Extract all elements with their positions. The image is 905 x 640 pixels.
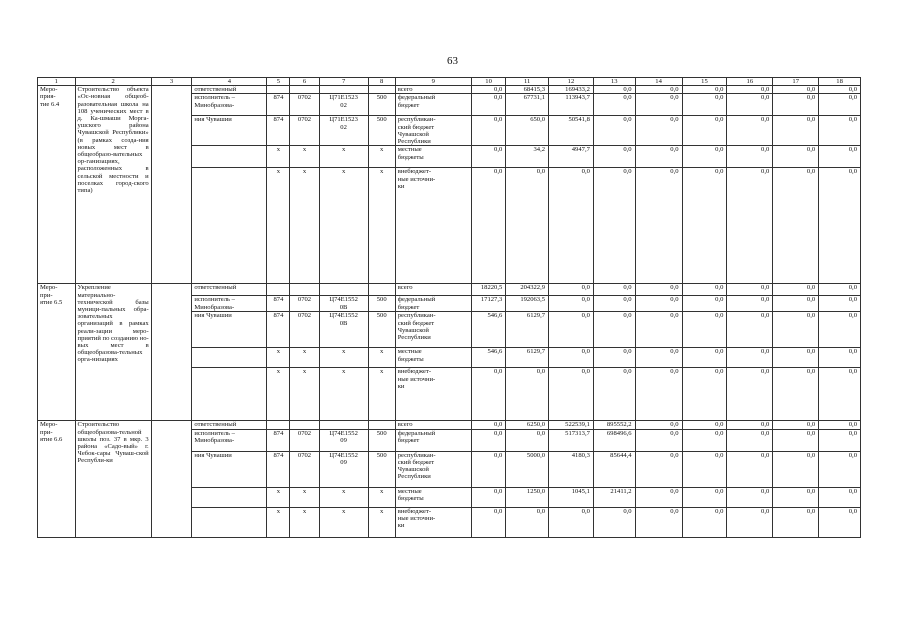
funding-value: 0,0 — [471, 86, 505, 94]
responsible-executor: исполнитель – Минобразова- — [192, 429, 267, 451]
grbs-code: 874 — [267, 116, 290, 146]
funding-value: 0,0 — [819, 368, 861, 421]
grbs-code: 874 — [267, 429, 290, 451]
funding-value: 0,0 — [506, 507, 549, 537]
grbs-code — [267, 86, 290, 94]
funding-value: 0,0 — [471, 429, 505, 451]
funding-value: 0,0 — [727, 312, 773, 348]
grbs-code: 874 — [267, 94, 290, 116]
funding-value: 0,0 — [593, 94, 635, 116]
funding-source: федеральный бюджет — [395, 94, 471, 116]
funding-value: 0,0 — [773, 348, 819, 368]
funding-value: 522539,1 — [549, 421, 594, 429]
grbs-code: х — [267, 507, 290, 537]
expense-type-code — [368, 421, 395, 429]
grbs-code: 874 — [267, 312, 290, 348]
funding-value: 0,0 — [819, 429, 861, 451]
measure-id: Меро- прия- тие 6.4 — [38, 86, 76, 284]
target-item-code: х — [319, 368, 368, 421]
funding-value: 0,0 — [635, 168, 682, 284]
expense-type-code: х — [368, 368, 395, 421]
target-item-code: Ц71Е1523 02 — [319, 94, 368, 116]
target-item-code: х — [319, 146, 368, 168]
responsible-executor: ния Чувашии — [192, 312, 267, 348]
column-number-14: 14 — [635, 78, 682, 86]
funding-value: 0,0 — [682, 86, 727, 94]
funding-value: 0,0 — [549, 284, 594, 296]
responsible-executor — [192, 146, 267, 168]
funding-value: 0,0 — [635, 507, 682, 537]
target-item-code: Ц74Е1552 09 — [319, 451, 368, 487]
expense-type-code — [368, 284, 395, 296]
funding-value: 0,0 — [727, 348, 773, 368]
funding-value: 0,0 — [773, 284, 819, 296]
funding-value: 34,2 — [506, 146, 549, 168]
funding-value: 0,0 — [593, 368, 635, 421]
funding-value: 0,0 — [773, 368, 819, 421]
column-number-7: 7 — [319, 78, 368, 86]
measure-title: Строительство объекта «Ос-новная общеоб-разовательная школа на 108 ученических мест в д. Ка-шмаши Морга-ушского района Чувашской Республики» (в рамках созда-ния новых мест в общеобразо-вательных ор-ганизациях, расположенных в сельской местности и поселках город-ского типа) — [75, 86, 151, 284]
funding-source: республикан- ский бюджет Чувашской Республики — [395, 312, 471, 348]
section-code: 0702 — [290, 312, 319, 348]
funding-value: 4947,7 — [549, 146, 594, 168]
funding-source: республикан- ский бюджет Чувашской Республики — [395, 116, 471, 146]
funding-value: 50541,8 — [549, 116, 594, 146]
funding-value: 0,0 — [727, 487, 773, 507]
funding-value: 6250,0 — [506, 421, 549, 429]
expense-type-code: 500 — [368, 429, 395, 451]
column-3-empty — [151, 284, 192, 421]
funding-value: 0,0 — [773, 94, 819, 116]
column-number-15: 15 — [682, 78, 727, 86]
funding-value: 0,0 — [682, 116, 727, 146]
funding-value: 0,0 — [819, 451, 861, 487]
funding-value: 18220,5 — [471, 284, 505, 296]
section-code: 0702 — [290, 94, 319, 116]
funding-value: 67731,1 — [506, 94, 549, 116]
funding-value: 1045,1 — [549, 487, 594, 507]
target-item-code: Ц74Е1552 0В — [319, 296, 368, 312]
funding-value: 0,0 — [682, 421, 727, 429]
funding-value: 0,0 — [635, 296, 682, 312]
grbs-code — [267, 284, 290, 296]
column-number-16: 16 — [727, 78, 773, 86]
funding-value: 21411,2 — [593, 487, 635, 507]
responsible-executor: ответственный — [192, 86, 267, 94]
column-3-empty — [151, 421, 192, 537]
expense-type-code: 500 — [368, 312, 395, 348]
expense-type-code: х — [368, 507, 395, 537]
section-code: х — [290, 368, 319, 421]
funding-value: 0,0 — [635, 284, 682, 296]
funding-value: 0,0 — [471, 368, 505, 421]
column-number-8: 8 — [368, 78, 395, 86]
responsible-executor: исполнитель – Минобразова- — [192, 296, 267, 312]
responsible-executor: исполнитель – Минобразова- — [192, 94, 267, 116]
measure-id: Меро- при- ятие 6.6 — [38, 421, 76, 537]
responsible-executor — [192, 368, 267, 421]
column-number-2: 2 — [75, 78, 151, 86]
funding-value: 0,0 — [682, 429, 727, 451]
funding-value: 0,0 — [593, 296, 635, 312]
table-row — [38, 86, 861, 94]
measure-id: Меро- при- ятие 6.5 — [38, 284, 76, 421]
section-code: х — [290, 507, 319, 537]
funding-value: 0,0 — [471, 451, 505, 487]
funding-source: местные бюджеты — [395, 348, 471, 368]
funding-value: 0,0 — [593, 348, 635, 368]
funding-value: 113943,7 — [549, 94, 594, 116]
column-number-17: 17 — [773, 78, 819, 86]
column-number-11: 11 — [506, 78, 549, 86]
funding-value: 0,0 — [506, 368, 549, 421]
funding-value: 0,0 — [635, 429, 682, 451]
funding-source: федеральный бюджет — [395, 296, 471, 312]
funding-value: 0,0 — [819, 94, 861, 116]
funding-value: 0,0 — [727, 284, 773, 296]
target-item-code: х — [319, 507, 368, 537]
funding-value: 0,0 — [593, 146, 635, 168]
funding-source: республикан- ский бюджет Чувашской Республики — [395, 451, 471, 487]
funding-value: 0,0 — [682, 487, 727, 507]
funding-value: 0,0 — [773, 451, 819, 487]
column-number-1: 1 — [38, 78, 76, 86]
funding-source: внебюджет- ные источни- ки — [395, 168, 471, 284]
target-item-code: х — [319, 348, 368, 368]
header-row — [38, 78, 861, 86]
funding-value: 0,0 — [819, 284, 861, 296]
column-number-4: 4 — [192, 78, 267, 86]
funding-value: 0,0 — [727, 296, 773, 312]
responsible-executor: ния Чувашии — [192, 116, 267, 146]
funding-value: 17127,3 — [471, 296, 505, 312]
grbs-code: х — [267, 146, 290, 168]
funding-source: всего — [395, 421, 471, 429]
funding-value: 0,0 — [471, 146, 505, 168]
responsible-executor: ответственный — [192, 421, 267, 429]
section-code: х — [290, 348, 319, 368]
funding-value: 6129,7 — [506, 348, 549, 368]
table-row — [38, 421, 861, 429]
column-number-9: 9 — [395, 78, 471, 86]
funding-value: 0,0 — [549, 168, 594, 284]
expense-type-code: 500 — [368, 296, 395, 312]
grbs-code: х — [267, 487, 290, 507]
funding-value: 4180,3 — [549, 451, 594, 487]
funding-value: 0,0 — [593, 284, 635, 296]
funding-value: 0,0 — [727, 368, 773, 421]
column-number-13: 13 — [593, 78, 635, 86]
funding-value: 0,0 — [506, 429, 549, 451]
funding-value: 0,0 — [819, 487, 861, 507]
column-number-12: 12 — [549, 78, 594, 86]
funding-value: 895552,2 — [593, 421, 635, 429]
funding-value: 546,6 — [471, 312, 505, 348]
funding-value: 0,0 — [773, 507, 819, 537]
funding-value: 0,0 — [549, 348, 594, 368]
target-item-code: х — [319, 487, 368, 507]
responsible-executor: ответственный — [192, 284, 267, 296]
column-number-6: 6 — [290, 78, 319, 86]
funding-value: 0,0 — [819, 312, 861, 348]
funding-value: 650,0 — [506, 116, 549, 146]
section-code — [290, 284, 319, 296]
funding-value: 0,0 — [773, 168, 819, 284]
funding-value: 0,0 — [682, 507, 727, 537]
funding-value: 0,0 — [471, 94, 505, 116]
target-item-code — [319, 86, 368, 94]
funding-value: 0,0 — [635, 86, 682, 94]
funding-value: 0,0 — [727, 451, 773, 487]
funding-value: 0,0 — [593, 168, 635, 284]
measure-title: Укрепление материально-технической базы муници-пальных обра-зовательных организаций в рамках реали-зации меро-приятий по созданию но-вых мест в общеобразова-тельных орга-низациях — [75, 284, 151, 421]
target-item-code — [319, 284, 368, 296]
funding-value: 0,0 — [682, 284, 727, 296]
funding-value: 0,0 — [635, 94, 682, 116]
column-3-empty — [151, 86, 192, 284]
expense-type-code: 500 — [368, 451, 395, 487]
section-code — [290, 86, 319, 94]
funding-value: 0,0 — [773, 146, 819, 168]
expense-type-code: 500 — [368, 116, 395, 146]
expense-type-code: х — [368, 168, 395, 284]
funding-value: 0,0 — [773, 296, 819, 312]
funding-value: 0,0 — [593, 312, 635, 348]
funding-source: всего — [395, 284, 471, 296]
funding-value: 0,0 — [682, 368, 727, 421]
column-number-5: 5 — [267, 78, 290, 86]
budget-table — [37, 77, 861, 538]
funding-value: 0,0 — [471, 487, 505, 507]
section-code: х — [290, 146, 319, 168]
funding-value: 0,0 — [635, 312, 682, 348]
funding-value: 0,0 — [819, 348, 861, 368]
funding-source: федеральный бюджет — [395, 429, 471, 451]
grbs-code: х — [267, 168, 290, 284]
grbs-code: х — [267, 368, 290, 421]
funding-value: 0,0 — [773, 421, 819, 429]
funding-value: 0,0 — [471, 421, 505, 429]
funding-value: 0,0 — [819, 507, 861, 537]
funding-value: 0,0 — [819, 421, 861, 429]
funding-value: 0,0 — [682, 168, 727, 284]
funding-source: местные бюджеты — [395, 146, 471, 168]
target-item-code: Ц74Е1552 09 — [319, 429, 368, 451]
target-item-code — [319, 421, 368, 429]
grbs-code: 874 — [267, 451, 290, 487]
funding-value: 0,0 — [682, 312, 727, 348]
grbs-code — [267, 421, 290, 429]
responsible-executor — [192, 168, 267, 284]
measure-title: Строительство общеобразова-тельной школы поз. 37 в мкр. 3 района «Садо-вый» г. Чебок-сары Чуваш-ской Республи-ки — [75, 421, 151, 537]
funding-value: 0,0 — [727, 421, 773, 429]
funding-value: 0,0 — [727, 116, 773, 146]
funding-value: 517313,7 — [549, 429, 594, 451]
funding-value: 0,0 — [549, 296, 594, 312]
funding-value: 0,0 — [773, 86, 819, 94]
funding-value: 169433,2 — [549, 86, 594, 94]
funding-value: 0,0 — [727, 146, 773, 168]
funding-value: 0,0 — [819, 116, 861, 146]
funding-value: 0,0 — [635, 487, 682, 507]
responsible-executor: ния Чувашии — [192, 451, 267, 487]
section-code: х — [290, 487, 319, 507]
funding-value: 0,0 — [773, 116, 819, 146]
column-number-10: 10 — [471, 78, 505, 86]
section-code — [290, 421, 319, 429]
funding-value: 0,0 — [819, 146, 861, 168]
funding-value: 0,0 — [635, 116, 682, 146]
funding-value: 0,0 — [727, 507, 773, 537]
funding-value: 698496,6 — [593, 429, 635, 451]
column-number-3: 3 — [151, 78, 192, 86]
responsible-executor — [192, 348, 267, 368]
funding-value: 0,0 — [593, 507, 635, 537]
expense-type-code: х — [368, 487, 395, 507]
funding-value: 0,0 — [593, 86, 635, 94]
responsible-executor — [192, 507, 267, 537]
section-code: 0702 — [290, 429, 319, 451]
target-item-code: х — [319, 168, 368, 284]
table-row — [38, 284, 861, 296]
funding-value: 0,0 — [727, 86, 773, 94]
funding-value: 0,0 — [635, 146, 682, 168]
funding-value: 1250,0 — [506, 487, 549, 507]
funding-value: 0,0 — [635, 348, 682, 368]
funding-value: 6129,7 — [506, 312, 549, 348]
funding-source: местные бюджеты — [395, 487, 471, 507]
funding-value: 0,0 — [506, 168, 549, 284]
grbs-code: 874 — [267, 296, 290, 312]
funding-source: внебюджет- ные источни- ки — [395, 507, 471, 537]
responsible-executor — [192, 487, 267, 507]
grbs-code: х — [267, 348, 290, 368]
funding-value: 0,0 — [819, 86, 861, 94]
funding-value: 0,0 — [819, 296, 861, 312]
funding-value: 192063,5 — [506, 296, 549, 312]
funding-value: 0,0 — [635, 421, 682, 429]
funding-value: 0,0 — [471, 168, 505, 284]
funding-value: 68415,3 — [506, 86, 549, 94]
funding-value: 0,0 — [471, 507, 505, 537]
section-code: 0702 — [290, 296, 319, 312]
funding-value: 0,0 — [682, 94, 727, 116]
funding-value: 0,0 — [682, 451, 727, 487]
section-code: 0702 — [290, 451, 319, 487]
funding-value: 546,6 — [471, 348, 505, 368]
funding-value: 0,0 — [635, 368, 682, 421]
funding-value: 0,0 — [727, 429, 773, 451]
target-item-code: Ц71Е1523 02 — [319, 116, 368, 146]
funding-source: внебюджет- ные источни- ки — [395, 368, 471, 421]
funding-value: 0,0 — [593, 116, 635, 146]
funding-value: 5000,0 — [506, 451, 549, 487]
funding-value: 204322,9 — [506, 284, 549, 296]
funding-value: 0,0 — [549, 312, 594, 348]
expense-type-code: 500 — [368, 94, 395, 116]
column-number-18: 18 — [819, 78, 861, 86]
expense-type-code — [368, 86, 395, 94]
section-code: 0702 — [290, 116, 319, 146]
funding-value: 85644,4 — [593, 451, 635, 487]
funding-value: 0,0 — [635, 451, 682, 487]
funding-value: 0,0 — [727, 168, 773, 284]
expense-type-code: х — [368, 348, 395, 368]
funding-value: 0,0 — [773, 312, 819, 348]
funding-value: 0,0 — [773, 487, 819, 507]
target-item-code: Ц74Е1552 0В — [319, 312, 368, 348]
funding-value: 0,0 — [819, 168, 861, 284]
funding-source: всего — [395, 86, 471, 94]
funding-value: 0,0 — [471, 116, 505, 146]
funding-value: 0,0 — [549, 368, 594, 421]
funding-value: 0,0 — [682, 146, 727, 168]
page-number: 63 — [447, 55, 458, 67]
expense-type-code: х — [368, 146, 395, 168]
funding-value: 0,0 — [773, 429, 819, 451]
funding-value: 0,0 — [682, 348, 727, 368]
section-code: х — [290, 168, 319, 284]
funding-value: 0,0 — [727, 94, 773, 116]
funding-value: 0,0 — [549, 507, 594, 537]
funding-value: 0,0 — [682, 296, 727, 312]
